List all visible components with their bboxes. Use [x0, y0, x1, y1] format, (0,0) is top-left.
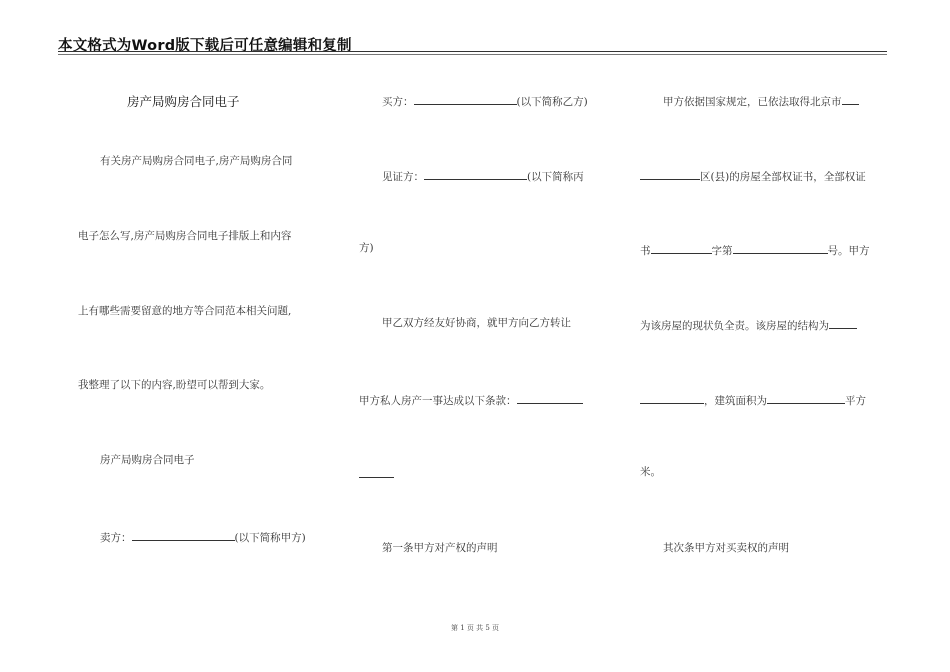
body-line: 电子怎么写,房产局购房合同电子排版上和内容 — [78, 230, 292, 242]
witness-label: 见证方： — [382, 171, 424, 183]
witness-suffix: (以下简称丙 — [527, 171, 584, 183]
seller-line — [100, 529, 306, 545]
body-line — [640, 168, 866, 184]
terms-blank-continued — [359, 466, 394, 478]
certificate-word-blank — [651, 242, 712, 254]
body-line: 上有哪些需要留意的地方等合同范本相关问题, — [78, 305, 292, 317]
body-line: 甲乙双方经友好协商，就甲方向乙方转让 — [382, 317, 571, 329]
article-heading: 第一条甲方对产权的声明 — [382, 542, 498, 554]
declaration-text: 甲方依据国家规定，已依法取得北京市 — [663, 96, 842, 108]
certificate-suffix: 号。甲方 — [827, 245, 870, 257]
body-line: 米。 — [640, 466, 661, 478]
buyer-suffix: (以下简称乙方) — [516, 96, 588, 108]
body-line — [640, 392, 866, 408]
body-line: 房产局购房合同电子 — [100, 454, 195, 466]
witness-line — [382, 168, 584, 184]
document-header-title: 本文格式为Word版下载后可任意编辑和复制 — [58, 38, 352, 54]
terms-text: 甲方私人房产一事达成以下条款： — [359, 395, 517, 407]
body-line — [359, 392, 583, 408]
certificate-prefix: 书 — [640, 245, 651, 257]
certificate-text: 区(县)的房屋全部权证书，全部权证 — [700, 171, 866, 183]
buyer-label: 买方： — [382, 96, 414, 108]
seller-blank — [132, 529, 235, 541]
terms-blank — [517, 392, 583, 404]
witness-blank — [424, 168, 527, 180]
seller-suffix: (以下简称甲方) — [234, 532, 306, 544]
area-blank — [767, 392, 845, 404]
structure-text: 为该房屋的现状负全责。该房屋的结构为 — [640, 320, 829, 332]
certificate-number-blank — [733, 242, 828, 254]
body-line: 我整理了以下的内容,盼望可以帮到大家。 — [78, 379, 271, 391]
area-text: ，建筑面积为 — [704, 395, 767, 407]
buyer-blank — [414, 93, 517, 105]
article-heading: 其次条甲方对买卖权的声明 — [663, 542, 789, 554]
header-rule — [58, 51, 887, 52]
buyer-line — [382, 93, 588, 109]
header-rule-thin — [58, 54, 887, 55]
body-line: 方) — [359, 242, 374, 254]
body-line — [663, 93, 859, 109]
body-line — [640, 242, 870, 258]
area-unit: 平方 — [845, 395, 866, 407]
structure-blank — [829, 317, 857, 329]
certificate-mid: 字第 — [711, 245, 733, 257]
page-footer: 第 1 页 共 5 页 — [450, 624, 500, 632]
document-title: 房产局购房合同电子 — [127, 94, 240, 109]
city-blank — [842, 93, 859, 105]
district-blank — [640, 168, 700, 180]
body-line: 有关房产局购房合同电子,房产局购房合同 — [100, 155, 293, 167]
seller-label: 卖方： — [100, 532, 132, 544]
structure-blank-continued — [640, 392, 704, 404]
blank-line — [359, 466, 394, 482]
body-line — [640, 317, 857, 333]
